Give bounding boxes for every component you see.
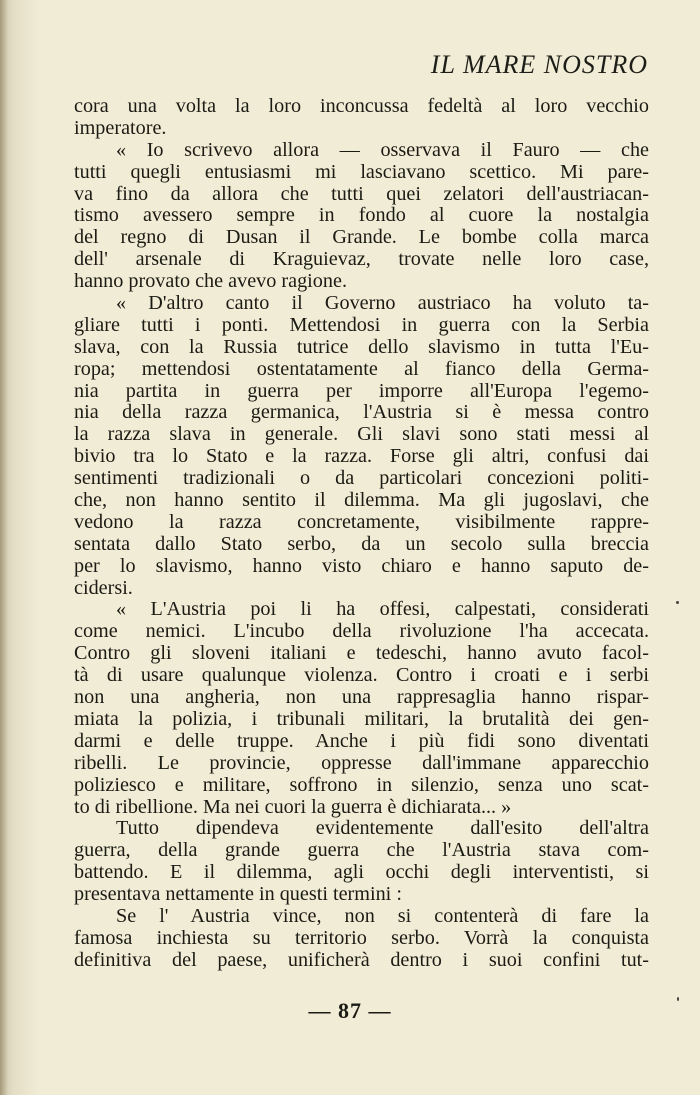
text-line: va fino da allora che tutti quei zelatori dell'austriacan-: [74, 182, 649, 205]
text-line: tutti quegli entusiasmi mi lasciavano scettico. Mi pare-: [74, 160, 649, 183]
text-line: battendo. E il dilemma, agli occhi degli interventisti, si: [74, 861, 649, 884]
running-head: IL MARE NOSTRO: [430, 50, 648, 79]
text-line: Tutto dipendeva evidentemente dall'esito dell'altra: [116, 817, 649, 840]
text-line: « Io scrivevo allora — osservava il Fauro — che: [116, 138, 649, 161]
text-line: nia partita in guerra per imporre all'Europa l'egemo-: [74, 379, 649, 402]
ink-speck: [676, 601, 679, 604]
spine-shadow: [0, 0, 8, 1095]
text-line: famosa inchiesta su territorio serbo. Vorrà la conquista: [74, 926, 649, 949]
text-line: tismo avessero sempre in fondo al cuore la nostalgia: [74, 204, 649, 227]
text-line: nia della razza germanica, l'Austria si è messa contro: [74, 401, 649, 424]
text-line: non una angheria, non una rappresaglia hanno rispar-: [74, 686, 649, 709]
text-line: guerra, della grande guerra che l'Austria stava com-: [74, 839, 649, 862]
text-line: « L'Austria poi li ha offesi, calpestati, considerati: [116, 598, 649, 621]
text-line: come nemici. L'incubo della rivoluzione l'ha accecata.: [74, 620, 649, 643]
text-line: Contro gli sloveni italiani e tedeschi, hanno avuto facol-: [74, 642, 649, 665]
text-line: la razza slava in generale. Gli slavi sono stati messi al: [74, 423, 649, 446]
text-line: definitiva del paese, unificherà dentro i suoi confini tut-: [74, 948, 649, 971]
text-line: cora una volta la loro inconcussa fedeltà al loro vecchio: [74, 95, 649, 117]
text-line: dell' arsenale di Kraguievaz, trovate nelle loro case,: [74, 248, 649, 271]
text-line: slava, con la Russia tutrice dello slavismo in tutta l'Eu-: [74, 335, 649, 358]
text-line: « D'altro canto il Governo austriaco ha voluto ta-: [116, 292, 649, 315]
text-line: imperatore.: [74, 116, 167, 139]
text-line: gliare tutti i ponti. Mettendosi in guerra con la Serbia: [74, 313, 649, 336]
body-text: [74, 96, 649, 972]
text-line: Se l' Austria vince, non si contenterà di fare la: [116, 904, 649, 927]
text-line: ribelli. Le provincie, oppresse dall'immane apparecchio: [74, 751, 649, 774]
text-line: tà di usare qualunque violenza. Contro i croati e i serbi: [74, 664, 649, 687]
text-line: bivio tra lo Stato e la razza. Forse gli altri, confusi dai: [74, 445, 649, 468]
text-line: ropa; mettendosi ostentatamente al fianco della Germa-: [74, 357, 649, 380]
text-line: darmi e delle truppe. Anche i più fidi sono diventati: [74, 729, 649, 752]
text-line: to di ribellione. Ma nei cuori la guerra è dichiarata... »: [74, 795, 512, 818]
text-line: presentava nettamente in questi termini :: [74, 883, 402, 906]
text-line: vedono la razza concretamente, visibilmente rappre-: [74, 510, 649, 533]
text-line: sentimenti tradizionali o da particolari concezioni politi-: [74, 467, 649, 490]
text-line: per lo slavismo, hanno visto chiaro e hanno saputo de-: [74, 554, 649, 577]
text-line: sentata dallo Stato serbo, da un secolo sulla breccia: [74, 532, 649, 555]
text-line: miata la polizia, i tribunali militari, la brutalità dei gen-: [74, 707, 649, 730]
text-line: cidersi.: [74, 576, 133, 599]
text-line: poliziesco e militare, soffrono in silenzio, senza uno scat-: [74, 773, 649, 796]
page-number: — 87 —: [308, 998, 392, 1023]
text-line: che, non hanno sentito il dilemma. Ma gli jugoslavi, che: [74, 489, 649, 512]
text-line: del regno di Dusan il Grande. Le bombe colla marca: [74, 226, 649, 249]
ink-speck: [677, 997, 679, 1001]
text-line: hanno provato che avevo ragione.: [74, 270, 347, 293]
